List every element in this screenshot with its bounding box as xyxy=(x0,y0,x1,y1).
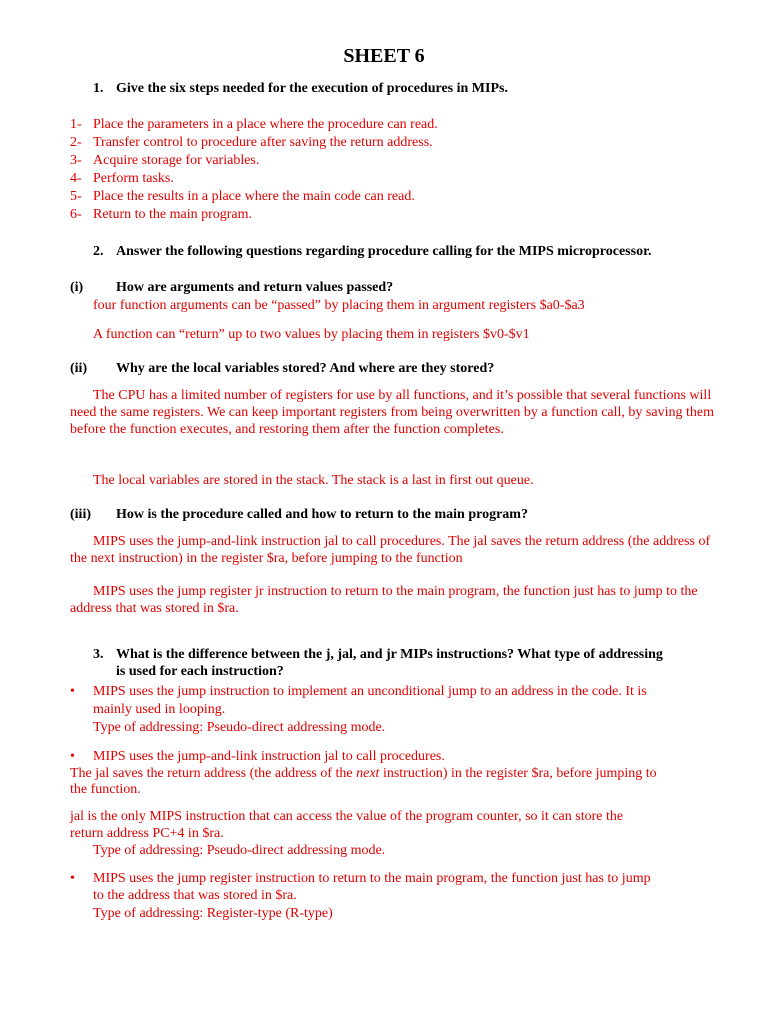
q2-iii-label: (iii) xyxy=(70,507,91,522)
q3-b3-line-3: Type of addressing: Register-type (R-type) xyxy=(93,906,333,921)
step-text: Acquire storage for variables. xyxy=(93,153,260,168)
q2-ii-answer-2: The local variables are stored in the stack. The stack is a last in first out queue. xyxy=(93,473,534,488)
step-number: 3- xyxy=(70,153,82,168)
q2-i-answer-2: A function can “return” up to two values by placing them in registers $v0-$v1 xyxy=(93,327,530,342)
q3-b2-line-6: Type of addressing: Pseudo-direct addressing mode. xyxy=(93,843,386,858)
q2-iii-answer-2: MIPS uses the jump register jr instruction to return to the main program, the function just has to jump to the address that was stored in $ra. xyxy=(70,584,698,616)
q3-b3-line-2: to the address that was stored in $ra. xyxy=(93,888,297,903)
step-number: 1- xyxy=(70,117,82,132)
q3-text-line-1: What is the difference between the j, jal, and jr MIPs instructions? What type of addressing xyxy=(116,647,663,662)
q3-b1-line-2: mainly used in looping. xyxy=(93,702,226,717)
bullet-icon: • xyxy=(70,749,75,764)
q3-b2-line-3: the function. xyxy=(70,782,141,797)
q3-number: 3. xyxy=(93,647,104,662)
q2-ii-answer-1: The CPU has a limited number of registers for use by all functions, and it’s possible that several functions will need the same registers. We can keep important registers from being overwritten by a function call, by saving them before the function executes, and restoring them after the function completes. xyxy=(70,388,714,437)
q2-number: 2. xyxy=(93,244,104,259)
step-text: Place the results in a place where the main code can read. xyxy=(93,189,415,204)
q3-b2-line-2a: The jal saves the return address (the address of the xyxy=(70,766,357,781)
q3-b2-line-2-italic: next xyxy=(356,766,380,781)
q3-b3-line-1: MIPS uses the jump register instruction to return to the main program, the function just has to jump xyxy=(93,871,651,886)
q2-i-answer-1: four function arguments can be “passed” by placing them in argument registers $a0-$a3 xyxy=(93,298,585,313)
step-text: Transfer control to procedure after saving the return address. xyxy=(93,135,433,150)
q3-b1-line-1: MIPS uses the jump instruction to implement an unconditional jump to an address in the code. It is xyxy=(93,684,647,699)
q1-number: 1. xyxy=(93,81,104,96)
step-number: 4- xyxy=(70,171,82,186)
step-text: Perform tasks. xyxy=(93,171,174,186)
q2-i-label: (i) xyxy=(70,280,84,295)
q3-b2-line-1: MIPS uses the jump-and-link instruction jal to call procedures. xyxy=(93,749,445,764)
q2-i-question: How are arguments and return values passed? xyxy=(116,280,394,295)
q2-ii-question: Why are the local variables stored? And where are they stored? xyxy=(116,361,495,376)
q3-text-line-2: is used for each instruction? xyxy=(116,664,284,679)
q3-b2-line-2 xyxy=(70,765,657,782)
step-number: 2- xyxy=(70,135,82,150)
q3-b1-line-3: Type of addressing: Pseudo-direct addressing mode. xyxy=(93,720,386,735)
step-number: 5- xyxy=(70,189,82,204)
page-title: SHEET 6 xyxy=(343,45,425,67)
step-number: 6- xyxy=(70,207,82,222)
q2-iii-answer-1: MIPS uses the jump-and-link instruction jal to call procedures. The jal saves the return address (the address of the next instruction) in the register $ra, before jumping to the function xyxy=(70,534,711,566)
q2-iii-question: How is the procedure called and how to return to the main program? xyxy=(116,507,528,522)
q3-b2-line-5: return address PC+4 in $ra. xyxy=(70,826,224,841)
step-text: Return to the main program. xyxy=(93,207,253,222)
step-text: Place the parameters in a place where the procedure can read. xyxy=(93,117,438,132)
bullet-icon: • xyxy=(70,684,75,699)
bullet-icon: • xyxy=(70,871,75,886)
q3-b2-line-2c: instruction) in the register $ra, before jumping to xyxy=(379,766,657,781)
q2-text: Answer the following questions regarding procedure calling for the MIPS microprocessor. xyxy=(116,244,652,259)
q2-ii-label: (ii) xyxy=(70,361,88,376)
q3-b2-line-4: jal is the only MIPS instruction that can access the value of the program counter, so it can store the xyxy=(70,809,624,824)
q1-text: Give the six steps needed for the execution of procedures in MIPs. xyxy=(116,81,508,96)
